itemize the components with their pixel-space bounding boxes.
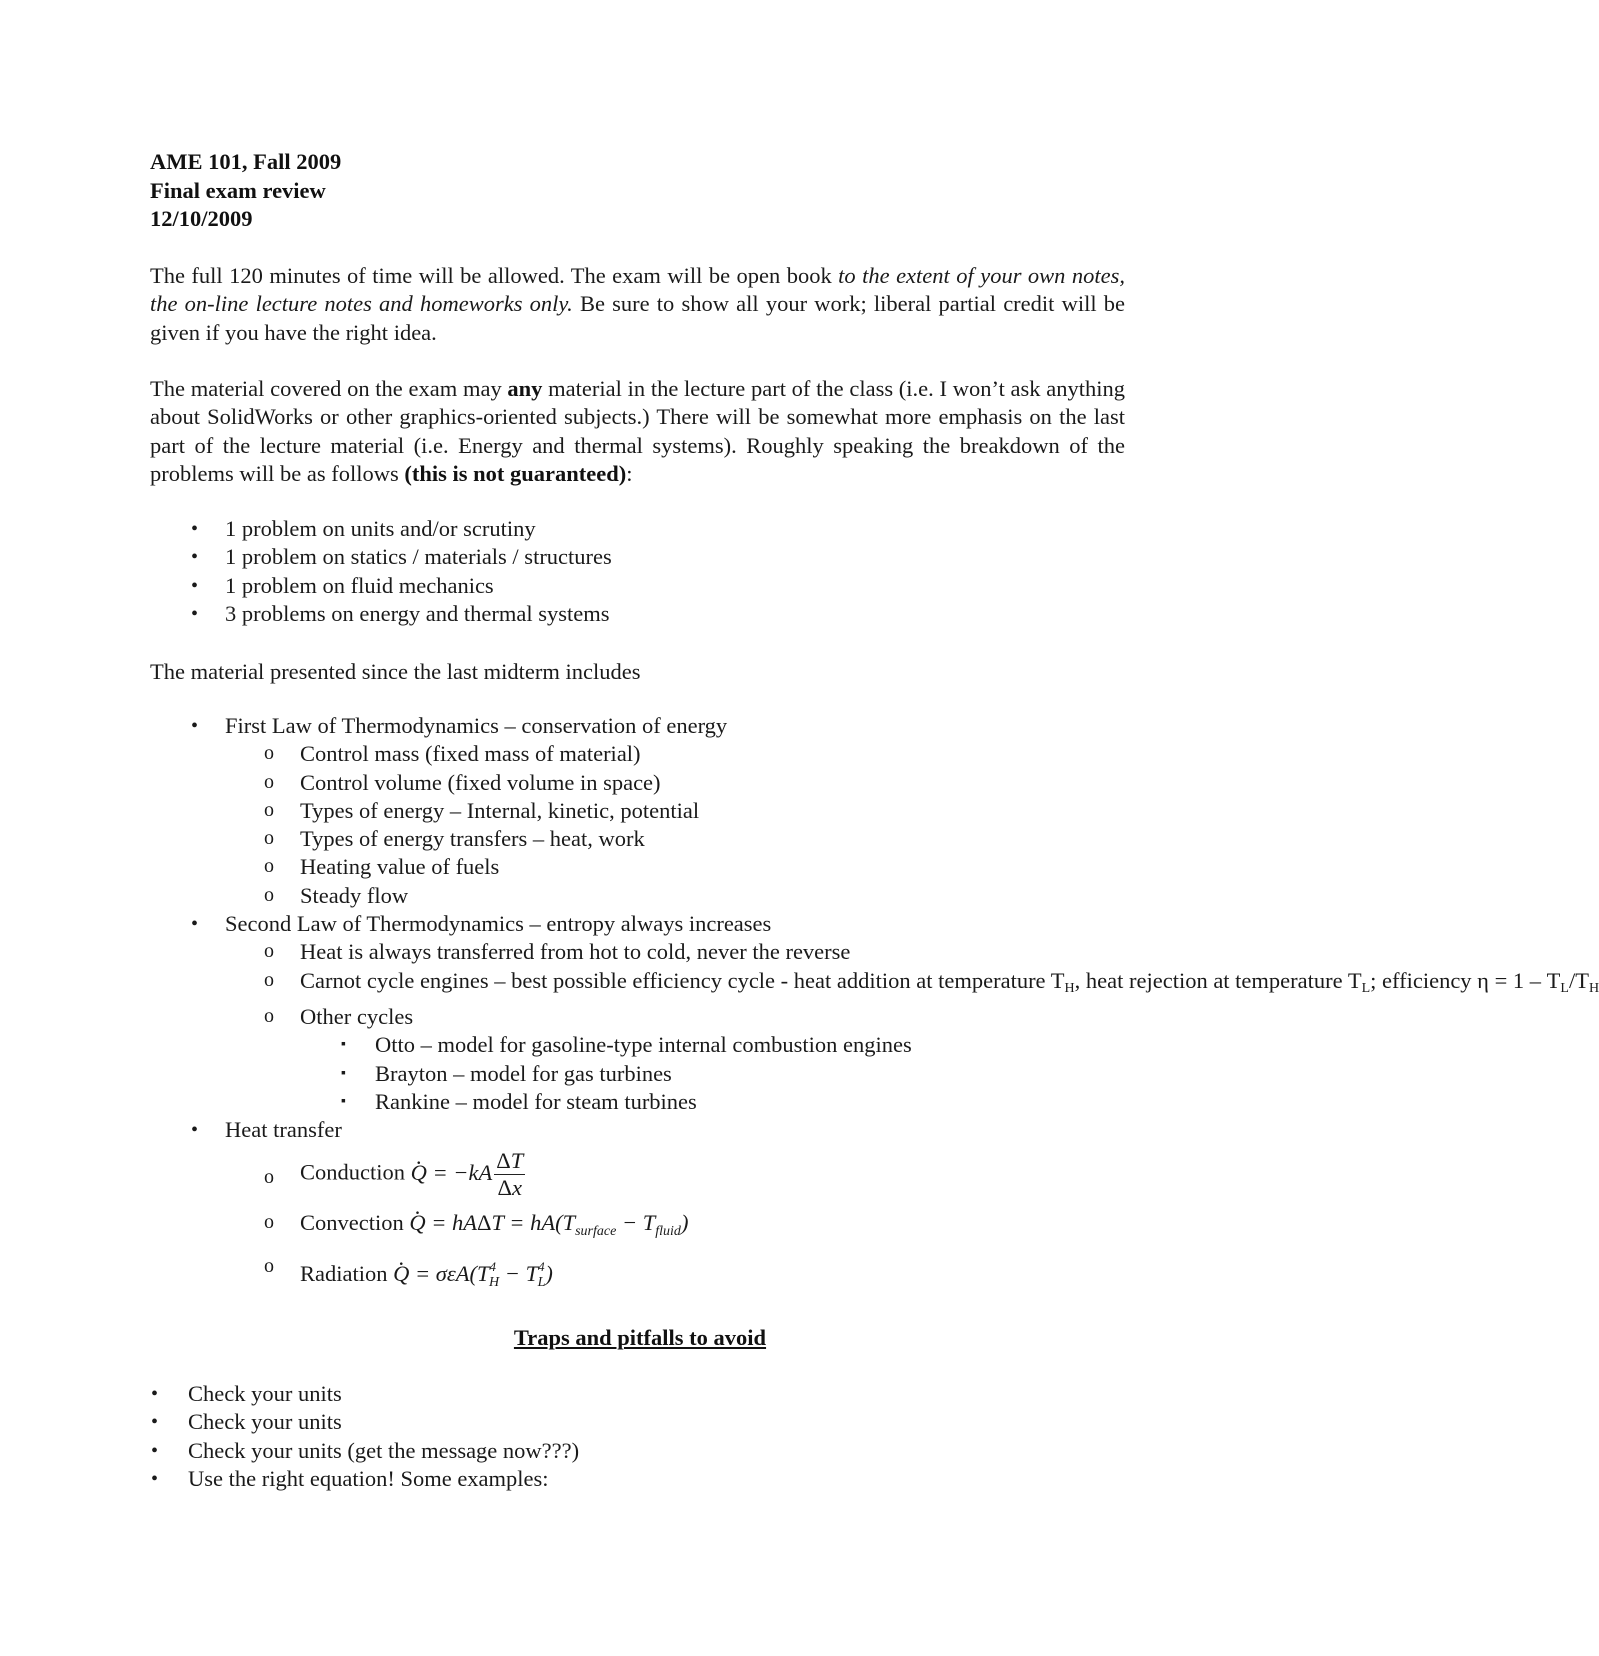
subscript-l: L (1361, 980, 1371, 996)
convection-equation: . $Q = hA\Delta T = hA(T_{surface} - T_{fluid})$ (409, 1210, 688, 1235)
circle-bullet-icon: o (264, 940, 274, 963)
list-item-text: Use the right equation! Some examples: (188, 1465, 549, 1491)
exam-rules-paragraph (150, 262, 1125, 347)
circle-bullet-icon: o (264, 770, 274, 793)
carnot-text-b: , heat rejection at temperature T (1074, 967, 1362, 993)
subscript-l: L (1560, 980, 1569, 996)
list-item (341, 1031, 1100, 1059)
course-line: AME 101, Fall 2009 (150, 149, 342, 174)
list-item (341, 1088, 1100, 1116)
traps-list (151, 1380, 580, 1493)
bullet-icon: • (191, 602, 199, 625)
list-item-text: Convection (300, 1210, 404, 1236)
list-item (151, 1437, 580, 1465)
list-item (264, 938, 1100, 966)
topic-first-law (191, 712, 1100, 740)
para2-text-c: : (626, 460, 633, 486)
subscript-h: H (1588, 980, 1599, 996)
para2-text-b: material in the lecture part of the class (i.e. I won’t ask anything about SolidWorks or other graphics-oriented subjects.) There will be somewhat more emphasis on the last part of the lecture material (i.e. Energy and thermal systems). Roughly speaking the breakdown of the problems will be as follows (150, 376, 1126, 486)
list-item-text: Radiation (300, 1260, 388, 1286)
list-item-text: Steady flow (300, 882, 409, 908)
list-item (264, 882, 1100, 910)
list-item-text: Heating value of fuels (300, 854, 500, 880)
bullet-icon: • (191, 715, 199, 737)
list-item (264, 853, 1100, 881)
bullet-icon: • (191, 1119, 199, 1142)
list-item-text: Types of energy transfers – heat, work (300, 826, 645, 852)
traps-heading: Traps and pitfalls to avoid (513, 1325, 767, 1350)
list-item (264, 740, 1100, 768)
convection-item (264, 1209, 1100, 1246)
list-item-text: 1 problem on fluid mechanics (225, 572, 494, 598)
list-item (191, 515, 612, 543)
circle-bullet-icon: o (264, 1166, 274, 1189)
list-item-text: Otto – model for gasoline-type internal combustion engines (375, 1032, 912, 1058)
circle-bullet-icon: o (264, 1254, 274, 1277)
bullet-icon: • (191, 546, 199, 569)
list-item (151, 1465, 579, 1493)
bullet-icon: • (191, 913, 199, 936)
bullet-icon: • (191, 574, 199, 597)
bullet-icon: • (191, 518, 199, 540)
list-item-text: Brayton – model for gas turbines (375, 1060, 672, 1086)
conduction-equation: . Q = −kA $\frac{\Delta T}{\Delta x}$ (411, 1160, 526, 1185)
list-item-text: Check your units (get the message now???) (188, 1437, 580, 1463)
bullet-icon: • (151, 1467, 159, 1490)
para1-italic: to the extent of your own notes, the on-line lecture notes and homeworks only. (150, 263, 1125, 317)
list-item (264, 769, 1100, 797)
topics-intro: The material presented since the last midterm includes (150, 659, 641, 684)
list-item-text: Check your units (188, 1409, 342, 1435)
list-item (191, 572, 612, 600)
list-item (191, 600, 612, 628)
list-item (264, 825, 1100, 853)
para1-text-b: Be sure to show all your work; liberal partial credit will be given if you have the right idea. (150, 291, 1126, 345)
review-title: Final exam review (150, 177, 326, 203)
date-line: 12/10/2009 (150, 206, 253, 231)
list-item (151, 1408, 579, 1436)
circle-bullet-icon: o (264, 742, 274, 765)
list-item-text: Heat is always transferred from hot to cold, never the reverse (300, 939, 851, 965)
list-item-text: 3 problems on energy and thermal systems (225, 600, 610, 626)
problem-breakdown-list (191, 515, 612, 628)
circle-bullet-icon: o (264, 855, 274, 878)
carnot-text-a: Carnot cycle engines – best possible efficiency cycle - heat addition at temperature T (300, 967, 1065, 993)
carnot-text-c: ; efficiency η = 1 – T (1370, 967, 1561, 993)
radiation-item (264, 1253, 1100, 1297)
list-item-text: Rankine – model for steam turbines (375, 1088, 697, 1114)
square-bullet-icon: ▪ (341, 1093, 346, 1109)
topic-label: Second Law of Thermodynamics – entropy always increases (225, 911, 772, 937)
document-header (150, 148, 341, 234)
subscript-h: H (1064, 980, 1075, 996)
topic-label: First Law of Thermodynamics – conservation of energy (225, 713, 728, 738)
circle-bullet-icon: o (264, 968, 274, 991)
list-item (264, 1003, 1100, 1031)
list-item (264, 797, 1100, 825)
bullet-icon: • (151, 1411, 159, 1434)
topic-heat-transfer (191, 1116, 1100, 1144)
list-item-text: Control mass (fixed mass of material) (300, 741, 641, 767)
para2-bold-note: (this is not guaranteed) (404, 460, 627, 486)
list-item (191, 543, 612, 571)
list-item (151, 1380, 579, 1408)
topic-label: Heat transfer (225, 1117, 342, 1143)
para2-text-a: The material covered on the exam may (150, 376, 508, 401)
material-paragraph (150, 375, 1125, 488)
topic-second-law (191, 910, 1100, 938)
circle-bullet-icon: o (264, 1004, 274, 1027)
circle-bullet-icon: o (264, 798, 274, 821)
list-item-text: 1 problem on units and/or scrutiny (225, 516, 536, 541)
list-item-text: Control volume (fixed volume in space) (300, 769, 661, 795)
list-item-text: 1 problem on statics / materials / structures (225, 544, 612, 570)
list-item-text: Conduction (300, 1160, 405, 1186)
para2-bold-any: any (507, 376, 543, 401)
circle-bullet-icon: o (264, 827, 274, 850)
para1-text-a: The full 120 minutes of time will be allowed. The exam will be open book (150, 263, 839, 288)
list-item-text: Check your units (188, 1381, 342, 1406)
square-bullet-icon: ▪ (341, 1037, 346, 1053)
list-item (341, 1060, 1100, 1088)
list-item-text: Other cycles (300, 1003, 414, 1029)
circle-bullet-icon: o (264, 883, 274, 906)
circle-bullet-icon: o (264, 1211, 274, 1234)
square-bullet-icon: ▪ (341, 1065, 346, 1081)
radiation-equation: . $Q = \sigma\varepsilon A(T^4_H - T^4_L)$ (393, 1261, 553, 1286)
bullet-icon: • (151, 1383, 159, 1405)
list-item-text: Types of energy – Internal, kinetic, potential (300, 797, 700, 823)
bullet-icon: • (151, 1439, 159, 1462)
carnot-text-d: /T (1568, 967, 1589, 993)
